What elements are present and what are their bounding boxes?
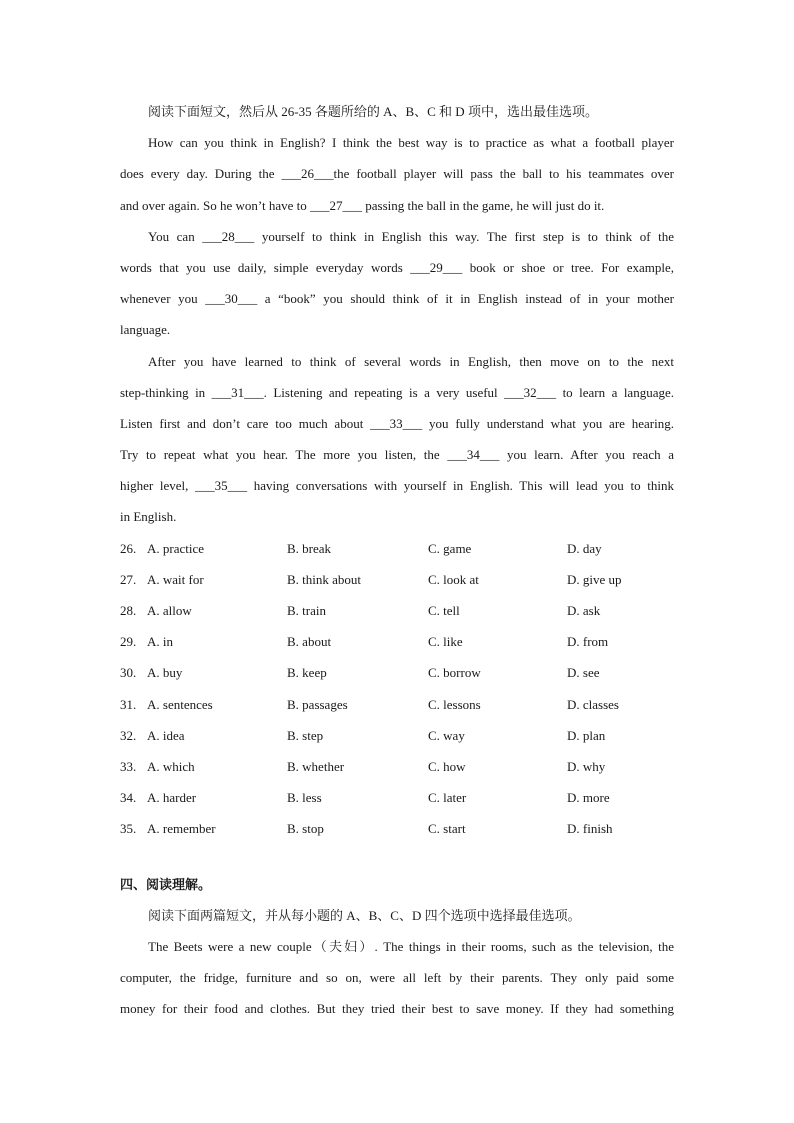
question-number: 31. (120, 696, 137, 712)
passage-line: in English. (120, 509, 177, 525)
option-b: B. keep (287, 665, 327, 681)
option-row-26 (120, 533, 674, 564)
option-b: B. whether (287, 758, 345, 774)
page-content (120, 96, 674, 1024)
option-d: D. see (567, 665, 600, 681)
option-row-27 (120, 564, 674, 595)
option-a: A. practice (147, 540, 205, 556)
option-b: B. about (287, 634, 332, 650)
option-b: B. think about (287, 571, 362, 587)
question-number: 28. (120, 603, 137, 618)
instruction-cloze: 阅读下面短文，然后从 26-35 各题所给的 A、B、C 和 D 项中，选出最佳选项。 (148, 104, 598, 119)
option-c: C. later (428, 790, 467, 806)
passage-line: money for their food and clothes. But they tried their best to save money. If they had something (120, 1001, 674, 1017)
option-c: C. game (428, 540, 472, 556)
question-number: 32. (120, 727, 137, 743)
section-title: 四、阅读理解。 (120, 876, 212, 892)
option-c: C. way (428, 727, 465, 743)
option-b: B. less (287, 790, 322, 806)
options-list (120, 533, 674, 845)
option-b: B. train (287, 603, 326, 618)
option-b: B. passages (287, 696, 348, 712)
question-number: 27. (120, 571, 137, 587)
option-d: D. plan (567, 727, 606, 743)
option-row-30 (120, 657, 674, 688)
option-c: C. tell (428, 603, 460, 618)
passage-line: words that you use daily, simple everyday words ___29___ book or shoe or tree. For example, (120, 259, 674, 275)
option-d: D. ask (567, 603, 601, 618)
question-number: 29. (120, 634, 137, 650)
passage-line: language. (120, 322, 171, 338)
option-d: D. more (567, 790, 610, 806)
cloze-passage (120, 127, 674, 532)
reading-passage (120, 931, 674, 1025)
option-b: B. stop (287, 821, 324, 837)
instruction-reading: 阅读下面两篇短文，并从每小题的 A、B、C、D 四个选项中选择最佳选项。 (148, 907, 581, 923)
option-a: A. which (147, 758, 195, 774)
option-row-35 (120, 813, 674, 844)
option-a: A. remember (147, 821, 216, 837)
question-number: 33. (120, 758, 137, 774)
passage-line: The Beets were a new couple（夫妇）. The things in their rooms, such as the television, the (148, 938, 674, 954)
option-d: D. classes (567, 696, 619, 712)
passage-line: Listen first and don’t care too much about ___33___ you fully understand what you are hearing. (120, 415, 674, 431)
passage-line: You can ___28___ yourself to think in English this way. The first step is to think of the (148, 228, 674, 244)
section-spacer (120, 845, 674, 869)
passage-line: After you have learned to think of several words in English, then move on to the next (148, 353, 674, 369)
option-c: C. borrow (428, 665, 481, 681)
option-a: A. wait for (147, 571, 204, 587)
option-row-31 (120, 689, 674, 720)
option-a: A. allow (147, 603, 192, 618)
option-row-34 (120, 782, 674, 813)
option-a: A. buy (147, 665, 183, 681)
passage-line: and over again. So he won’t have to ___27___ passing the ball in the game, he will just do it. (120, 197, 605, 213)
passage-line: whenever you ___30___ a “book” you should think of it in English instead of in your mother (120, 291, 674, 307)
passage-line: computer, the fridge, furniture and so on, were all left by their parents. They only paid some (120, 970, 674, 986)
option-b: B. step (287, 727, 324, 743)
question-number: 34. (120, 790, 137, 806)
option-row-28 (120, 595, 674, 626)
question-number: 35. (120, 821, 137, 837)
option-row-32 (120, 720, 674, 751)
option-c: C. like (428, 634, 463, 650)
option-row-33 (120, 751, 674, 782)
option-c: C. how (428, 758, 466, 774)
option-d: D. why (567, 758, 606, 774)
passage-line: How can you think in English? I think the best way is to practice as what a football player (148, 135, 674, 151)
option-c: C. look at (428, 571, 479, 587)
option-row-29 (120, 626, 674, 657)
option-d: D. from (567, 634, 609, 650)
passage-line: Try to repeat what you hear. The more you listen, the ___34___ you learn. After you reach a (120, 447, 674, 463)
option-b: B. break (287, 540, 332, 556)
option-a: A. harder (147, 790, 197, 806)
option-a: A. sentences (147, 696, 213, 712)
passage-line: step-thinking in ___31___. Listening and repeating is a very useful ___32___ to learn a language. (120, 384, 674, 400)
passage-line: does every day. During the ___26___the football player will pass the ball to his teammates over (120, 166, 674, 182)
option-c: C. start (428, 821, 466, 837)
question-number: 26. (120, 540, 137, 556)
question-number: 30. (120, 665, 137, 681)
option-d: D. day (567, 540, 602, 556)
option-a: A. idea (147, 727, 185, 743)
option-d: D. give up (567, 571, 622, 587)
option-c: C. lessons (428, 696, 481, 712)
option-d: D. finish (567, 821, 613, 837)
passage-line: higher level, ___35___ having conversations with yourself in English. This will lead you to think (120, 478, 674, 494)
option-a: A. in (147, 634, 173, 650)
